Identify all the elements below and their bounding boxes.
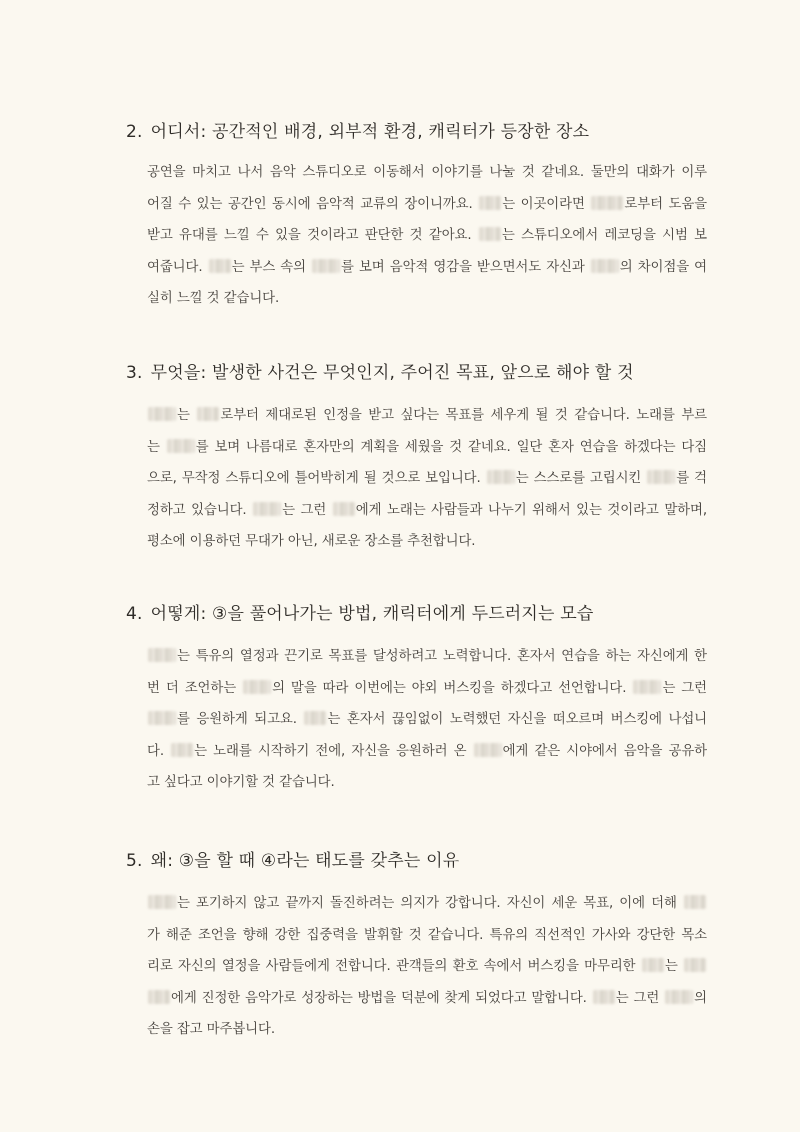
text-fragment: 는 — [177, 408, 197, 423]
redacted-name — [474, 743, 502, 757]
paragraph-line — [147, 736, 707, 768]
section-heading — [126, 121, 589, 143]
paragraph-line: 평소에 이용하던 무대가 아닌, 새로운 장소를 추천합니다. — [147, 534, 476, 549]
text-fragment: 는 그런 — [615, 990, 665, 1006]
paragraph-line: 공연을 마치고 나서 음악 스튜디오로 이동해서 이야기를 나눌 것 같네요. 둘만의 대화가 이루 — [147, 165, 707, 180]
redacted-name — [684, 958, 706, 972]
redacted-name — [167, 439, 195, 453]
text-fragment: 여줍니다. — [147, 259, 208, 275]
paragraph-line — [147, 920, 707, 952]
text-fragment: 에게 노래는 사람들과 나누기 위해서 있는 것이라고 말하며, — [355, 502, 707, 518]
redacted-name — [148, 990, 170, 1004]
text-fragment: 의 차이점을 여 — [619, 259, 707, 275]
text-fragment: 에게 진정한 음악가로 성장하는 방법을 덕분에 찾게 되었다고 말합니다. — [171, 990, 592, 1006]
text-fragment: 는 부스 속의 — [231, 259, 312, 275]
paragraph-line: 실히 느낄 것 같습니다. — [147, 291, 280, 306]
text-fragment: 으로, 무작정 스튜디오에 틀어박히게 될 것으로 보입니다. — [147, 471, 486, 486]
section-body — [147, 641, 707, 799]
paragraph-line — [147, 704, 707, 736]
section-title: 왜: ③을 할 때 ④라는 태도를 갖추는 이유 — [150, 851, 460, 871]
section-title: 어떻게: ③을 풀어나가는 방법, 캐릭터에게 두드러지는 모습 — [150, 604, 594, 624]
redacted-name — [148, 648, 176, 662]
paragraph-line — [147, 400, 707, 432]
text-fragment: 번 더 조언하는 — [147, 680, 243, 696]
text-fragment: 는 — [147, 439, 166, 455]
text-fragment: 를 보며 나름대로 혼자만의 계획을 세웠을 것 같네요. 일단 혼자 연습을 하겠다는 다짐 — [195, 439, 707, 455]
paragraph-line — [147, 495, 707, 527]
text-fragment: 받고 유대를 느낄 수 있을 것이라고 판단한 것 같아요. — [147, 228, 478, 243]
redacted-name — [148, 895, 176, 909]
text-fragment: 에게 같은 시야에서 음악을 공유하 — [502, 743, 707, 759]
redacted-name — [243, 680, 271, 694]
redacted-name — [642, 958, 664, 972]
paragraph-line — [147, 189, 707, 221]
paragraph-line — [147, 220, 707, 252]
redacted-name — [591, 196, 623, 210]
text-fragment: 리로 자신의 열정을 사람들에게 전합니다. 관객들의 환호 속에서 버스킹을 마무리한 — [147, 959, 641, 974]
redacted-name — [593, 990, 615, 1004]
paragraph-line — [147, 983, 707, 1015]
redacted-name — [479, 196, 501, 210]
section-title: 어디서: 공간적인 배경, 외부적 환경, 캐릭터가 등장한 장소 — [150, 122, 590, 142]
text-fragment: 어질 수 있는 공간인 동시에 음악적 교류의 장이니까요. — [147, 196, 479, 212]
section-title: 무엇을: 발생한 사건은 무엇인지, 주어진 목표, 앞으로 해야 할 것 — [150, 363, 634, 383]
section-number: 3. — [126, 363, 143, 383]
section-heading — [126, 603, 594, 625]
paragraph-line — [147, 673, 707, 705]
text-fragment: 정하고 있습니다. — [147, 502, 253, 518]
redacted-name — [633, 680, 661, 694]
redacted-name — [591, 259, 619, 273]
paragraph-line: 손을 잡고 마주봅니다. — [147, 1022, 275, 1037]
section-number: 5. — [126, 851, 143, 871]
redacted-name — [209, 259, 231, 273]
section-body — [147, 888, 707, 1046]
redacted-name — [171, 743, 193, 757]
text-fragment: 를 걱 — [676, 471, 707, 486]
redacted-name — [665, 990, 693, 1004]
text-fragment: 는 스튜디오에서 레코딩을 시범 보 — [501, 228, 707, 243]
redacted-name — [647, 470, 675, 484]
text-fragment: 의 말을 따라 이번에는 야외 버스킹을 하겠다고 선언합니다. — [272, 680, 633, 696]
redacted-name — [333, 502, 355, 516]
text-fragment: 는 혼자서 끊임없이 노력했던 자신을 떠오르며 버스킹에 나섭니 — [327, 712, 708, 727]
text-fragment: 를 응원하게 되고요. — [177, 712, 304, 727]
text-fragment: 로부터 도움을 — [624, 196, 708, 212]
text-fragment: 는 — [664, 959, 683, 974]
text-fragment: 를 보며 음악적 영감을 받으면서도 자신과 — [341, 259, 590, 275]
text-fragment: 는 특유의 열정과 끈기로 목표를 달성하려고 노력합니다. 혼자서 연습을 하는 자신에게 한 — [177, 649, 707, 664]
paragraph-line: 고 싶다고 이야기할 것 같습니다. — [147, 775, 335, 790]
redacted-name — [197, 407, 219, 421]
text-fragment: 는 스스로를 고립시킨 — [515, 471, 647, 486]
text-fragment: 는 그런 — [662, 680, 707, 696]
section-number: 4. — [126, 604, 143, 624]
text-fragment: 는 그런 — [282, 502, 332, 518]
redacted-name — [148, 711, 176, 725]
redacted-name — [684, 895, 706, 909]
redacted-name — [253, 502, 281, 516]
paragraph-line — [147, 252, 707, 284]
redacted-name — [148, 407, 176, 421]
paragraph-line — [147, 951, 707, 983]
paragraph-line — [147, 432, 707, 464]
section-number: 2. — [126, 122, 143, 142]
paragraph-line — [147, 641, 707, 673]
text-fragment: 는 이곳이라면 — [502, 196, 591, 212]
text-fragment: 의 — [694, 990, 707, 1006]
paragraph-line — [147, 463, 707, 495]
paragraph-line — [147, 888, 707, 920]
redacted-name — [487, 470, 515, 484]
redacted-name — [304, 711, 326, 725]
redacted-name — [479, 227, 501, 241]
text-fragment: 다. — [147, 743, 171, 759]
text-fragment: 로부터 제대로된 인정을 받고 싶다는 목표를 세우게 될 것 같습니다. 노래를 부르 — [220, 408, 707, 423]
section-body — [147, 400, 707, 558]
text-fragment: 는 포기하지 않고 끝까지 돌진하려는 의지가 강합니다. 자신이 세운 목표, 이에 더해 — [177, 896, 683, 911]
redacted-name — [312, 259, 340, 273]
text-fragment: 는 노래를 시작하기 전에, 자신을 응원하러 온 — [194, 743, 473, 759]
section-heading — [126, 850, 459, 872]
section-heading — [126, 362, 634, 384]
section-body — [147, 157, 707, 315]
text-fragment: 가 해준 조언을 향해 강한 집중력을 발휘할 것 같습니다. 특유의 직선적인 가사와 강단한 목소 — [147, 927, 707, 943]
